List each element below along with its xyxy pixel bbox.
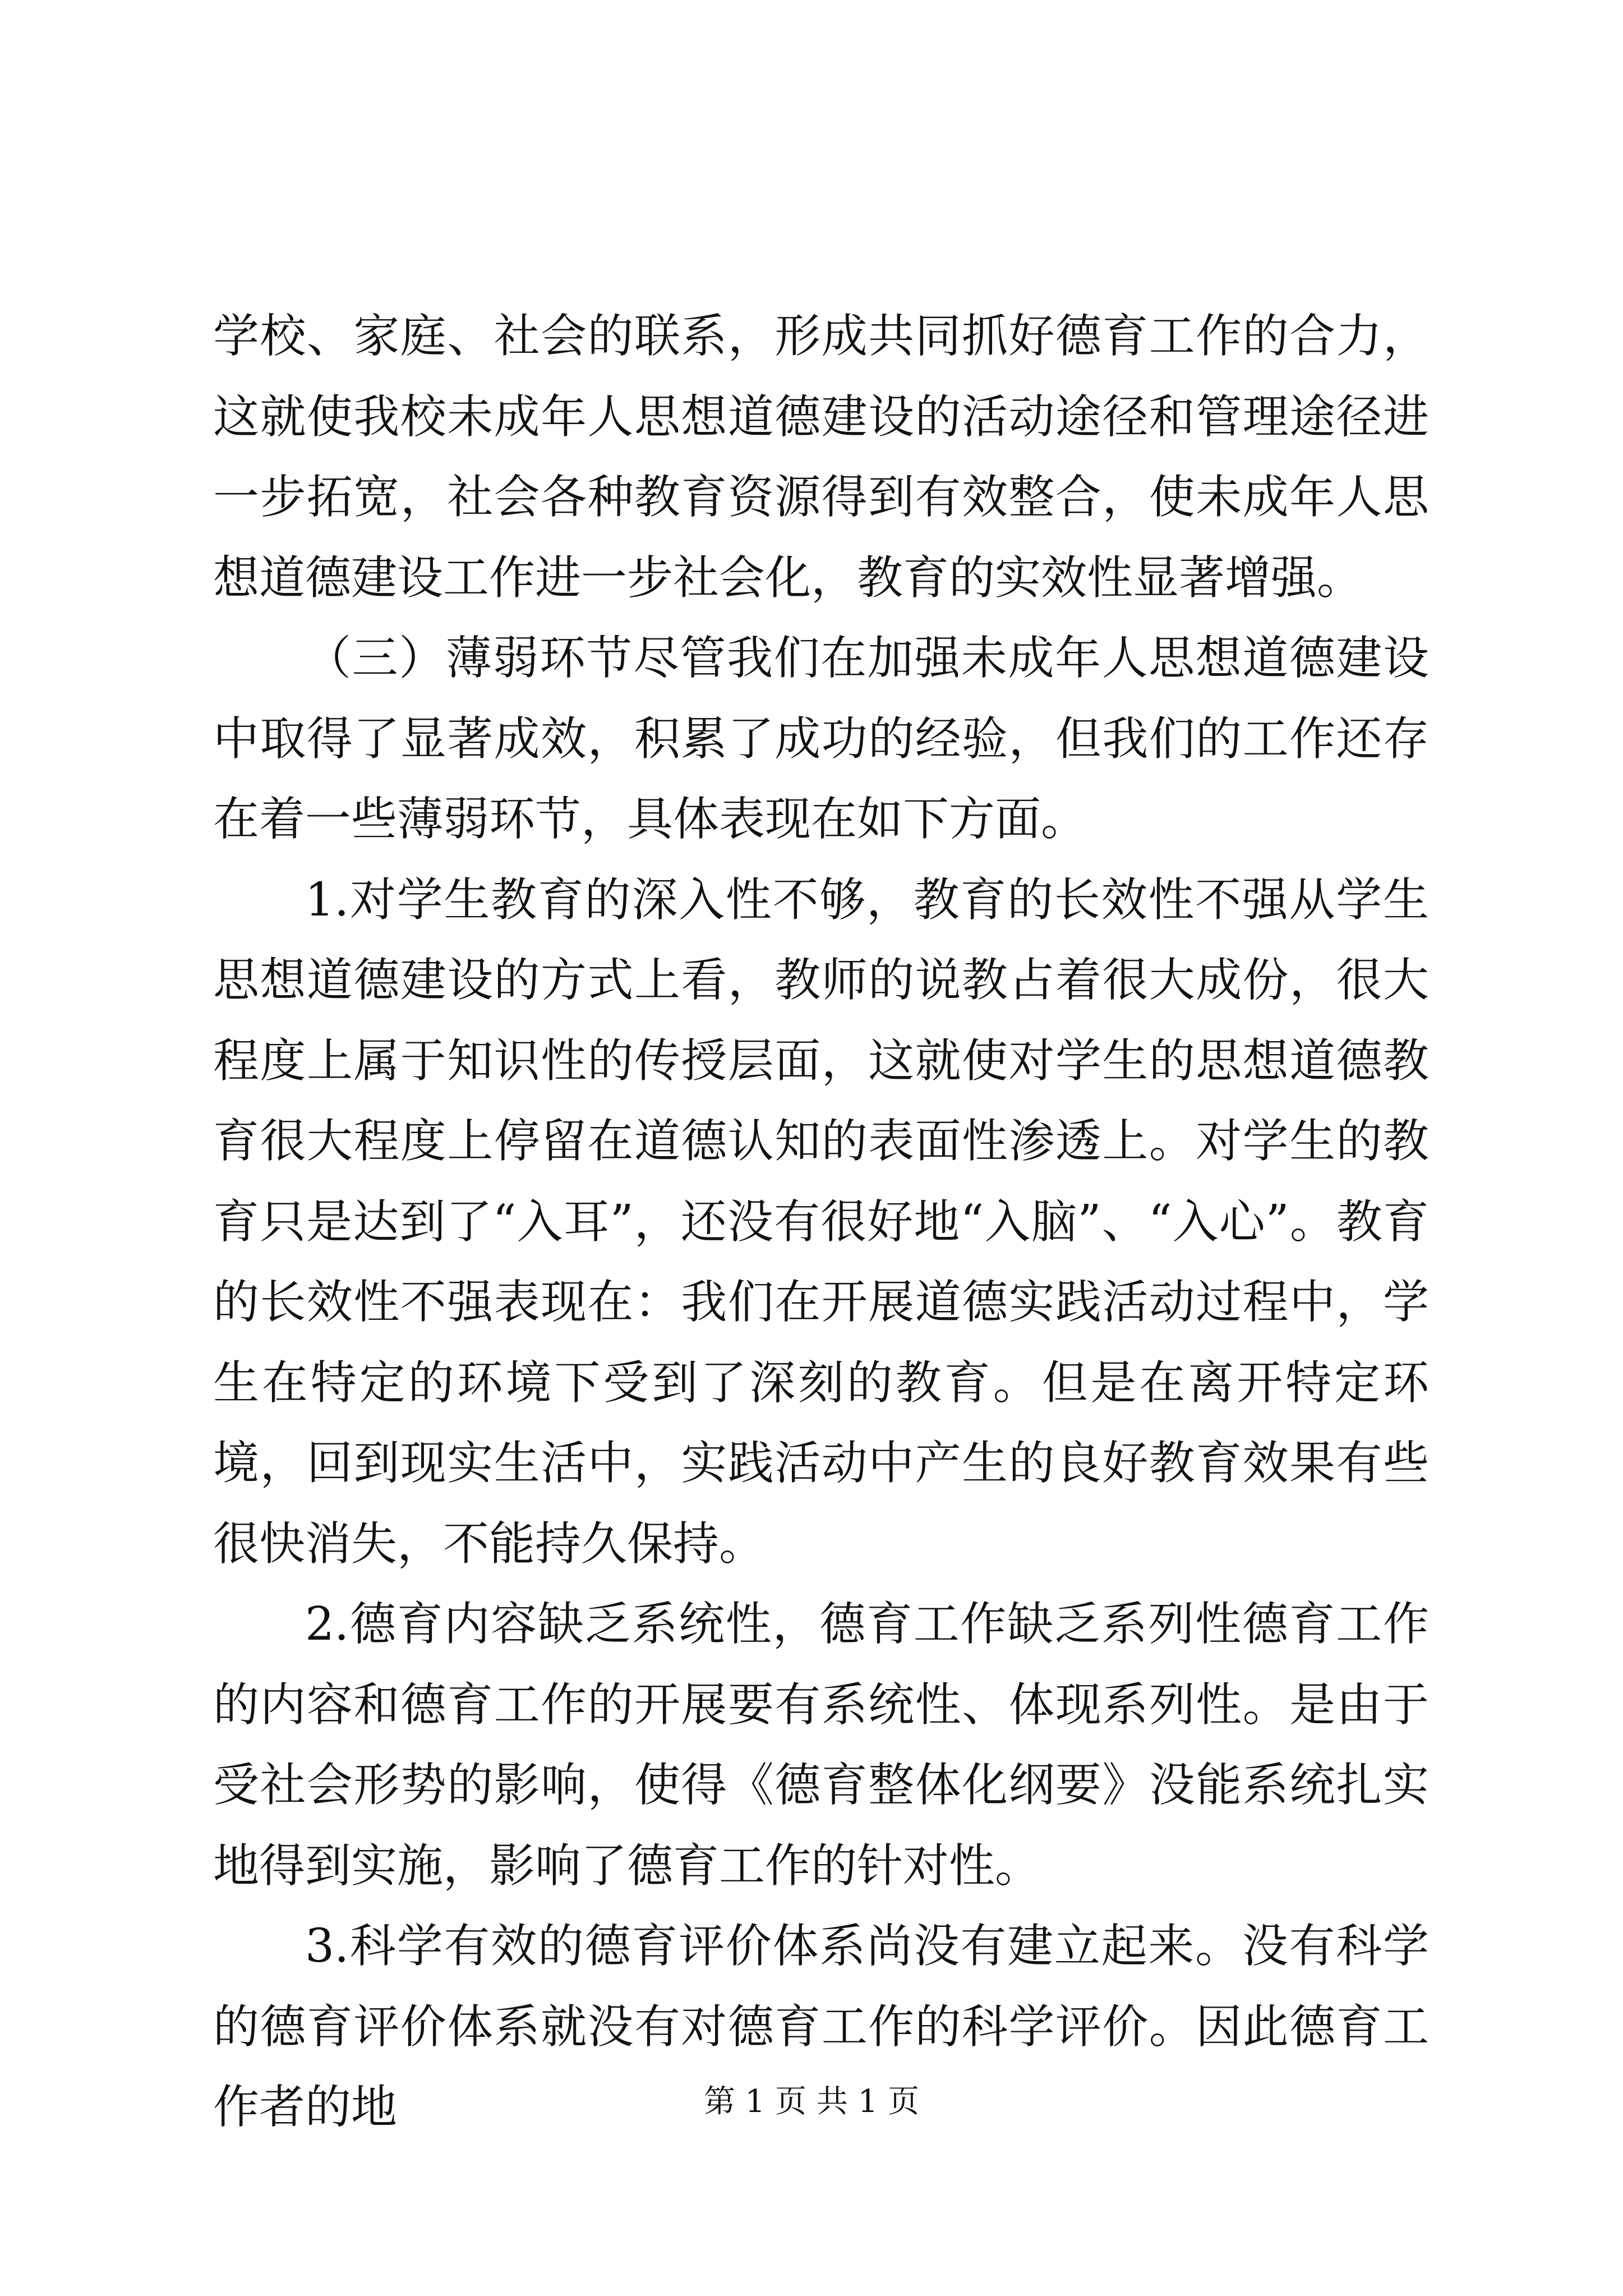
paragraph-item-2: 2.德育内容缺乏系统性，德育工作缺乏系列性德育工作的内容和德育工作的开展要有系统性、体现系列性。是由于受社会形势的影响，使得《德育整体化纲要》没能系统扎实地得到实施，影响了德育工作的针对性。 <box>213 1598 1429 1893</box>
paragraph-weak-links: （三）薄弱环节尽管我们在加强未成年人思想道德建设中取得了显著成效，积累了成功的经验，但我们的工作还存在着一些薄弱环节，具体表现在如下方面。 <box>213 632 1429 846</box>
document-body <box>213 296 1429 2148</box>
paragraph-continuation: 学校、家庭、社会的联系，形成共同抓好德育工作的合力，这就使我校未成年人思想道德建设的活动途径和管理途径进一步拓宽，社会各种教育资源得到有效整合，使未成年人思想道德建设工作进一步社会化，教育的实效性显著增强。 <box>213 310 1429 605</box>
paragraph-item-3: 3.科学有效的德育评价体系尚没有建立起来。没有科学的德育评价体系就没有对德育工作的科学评价。因此德育工作者的地 <box>213 1920 1429 2134</box>
page-footer: 第 1 页 共 1 页 <box>703 2083 920 2120</box>
paragraph-item-1: 1.对学生教育的深入性不够，教育的长效性不强从学生思想道德建设的方式上看，教师的说教占着很大成份，很大程度上属于知识性的传授层面，这就使对学生的思想道德教育很大程度上停留在道德认知的表面性渗透上。对学生的教育只是达到了“入耳”，还没有很好地“入脑”、“入心”。教育的长效性不强表现在：我们在开展道德实践活动过程中，学生在特定的环境下受到了深刻的教育。但是在离开特定环境，回到现实生活中，实践活动中产生的良好教育效果有些很快消失，不能持久保持。 <box>213 873 1429 1571</box>
